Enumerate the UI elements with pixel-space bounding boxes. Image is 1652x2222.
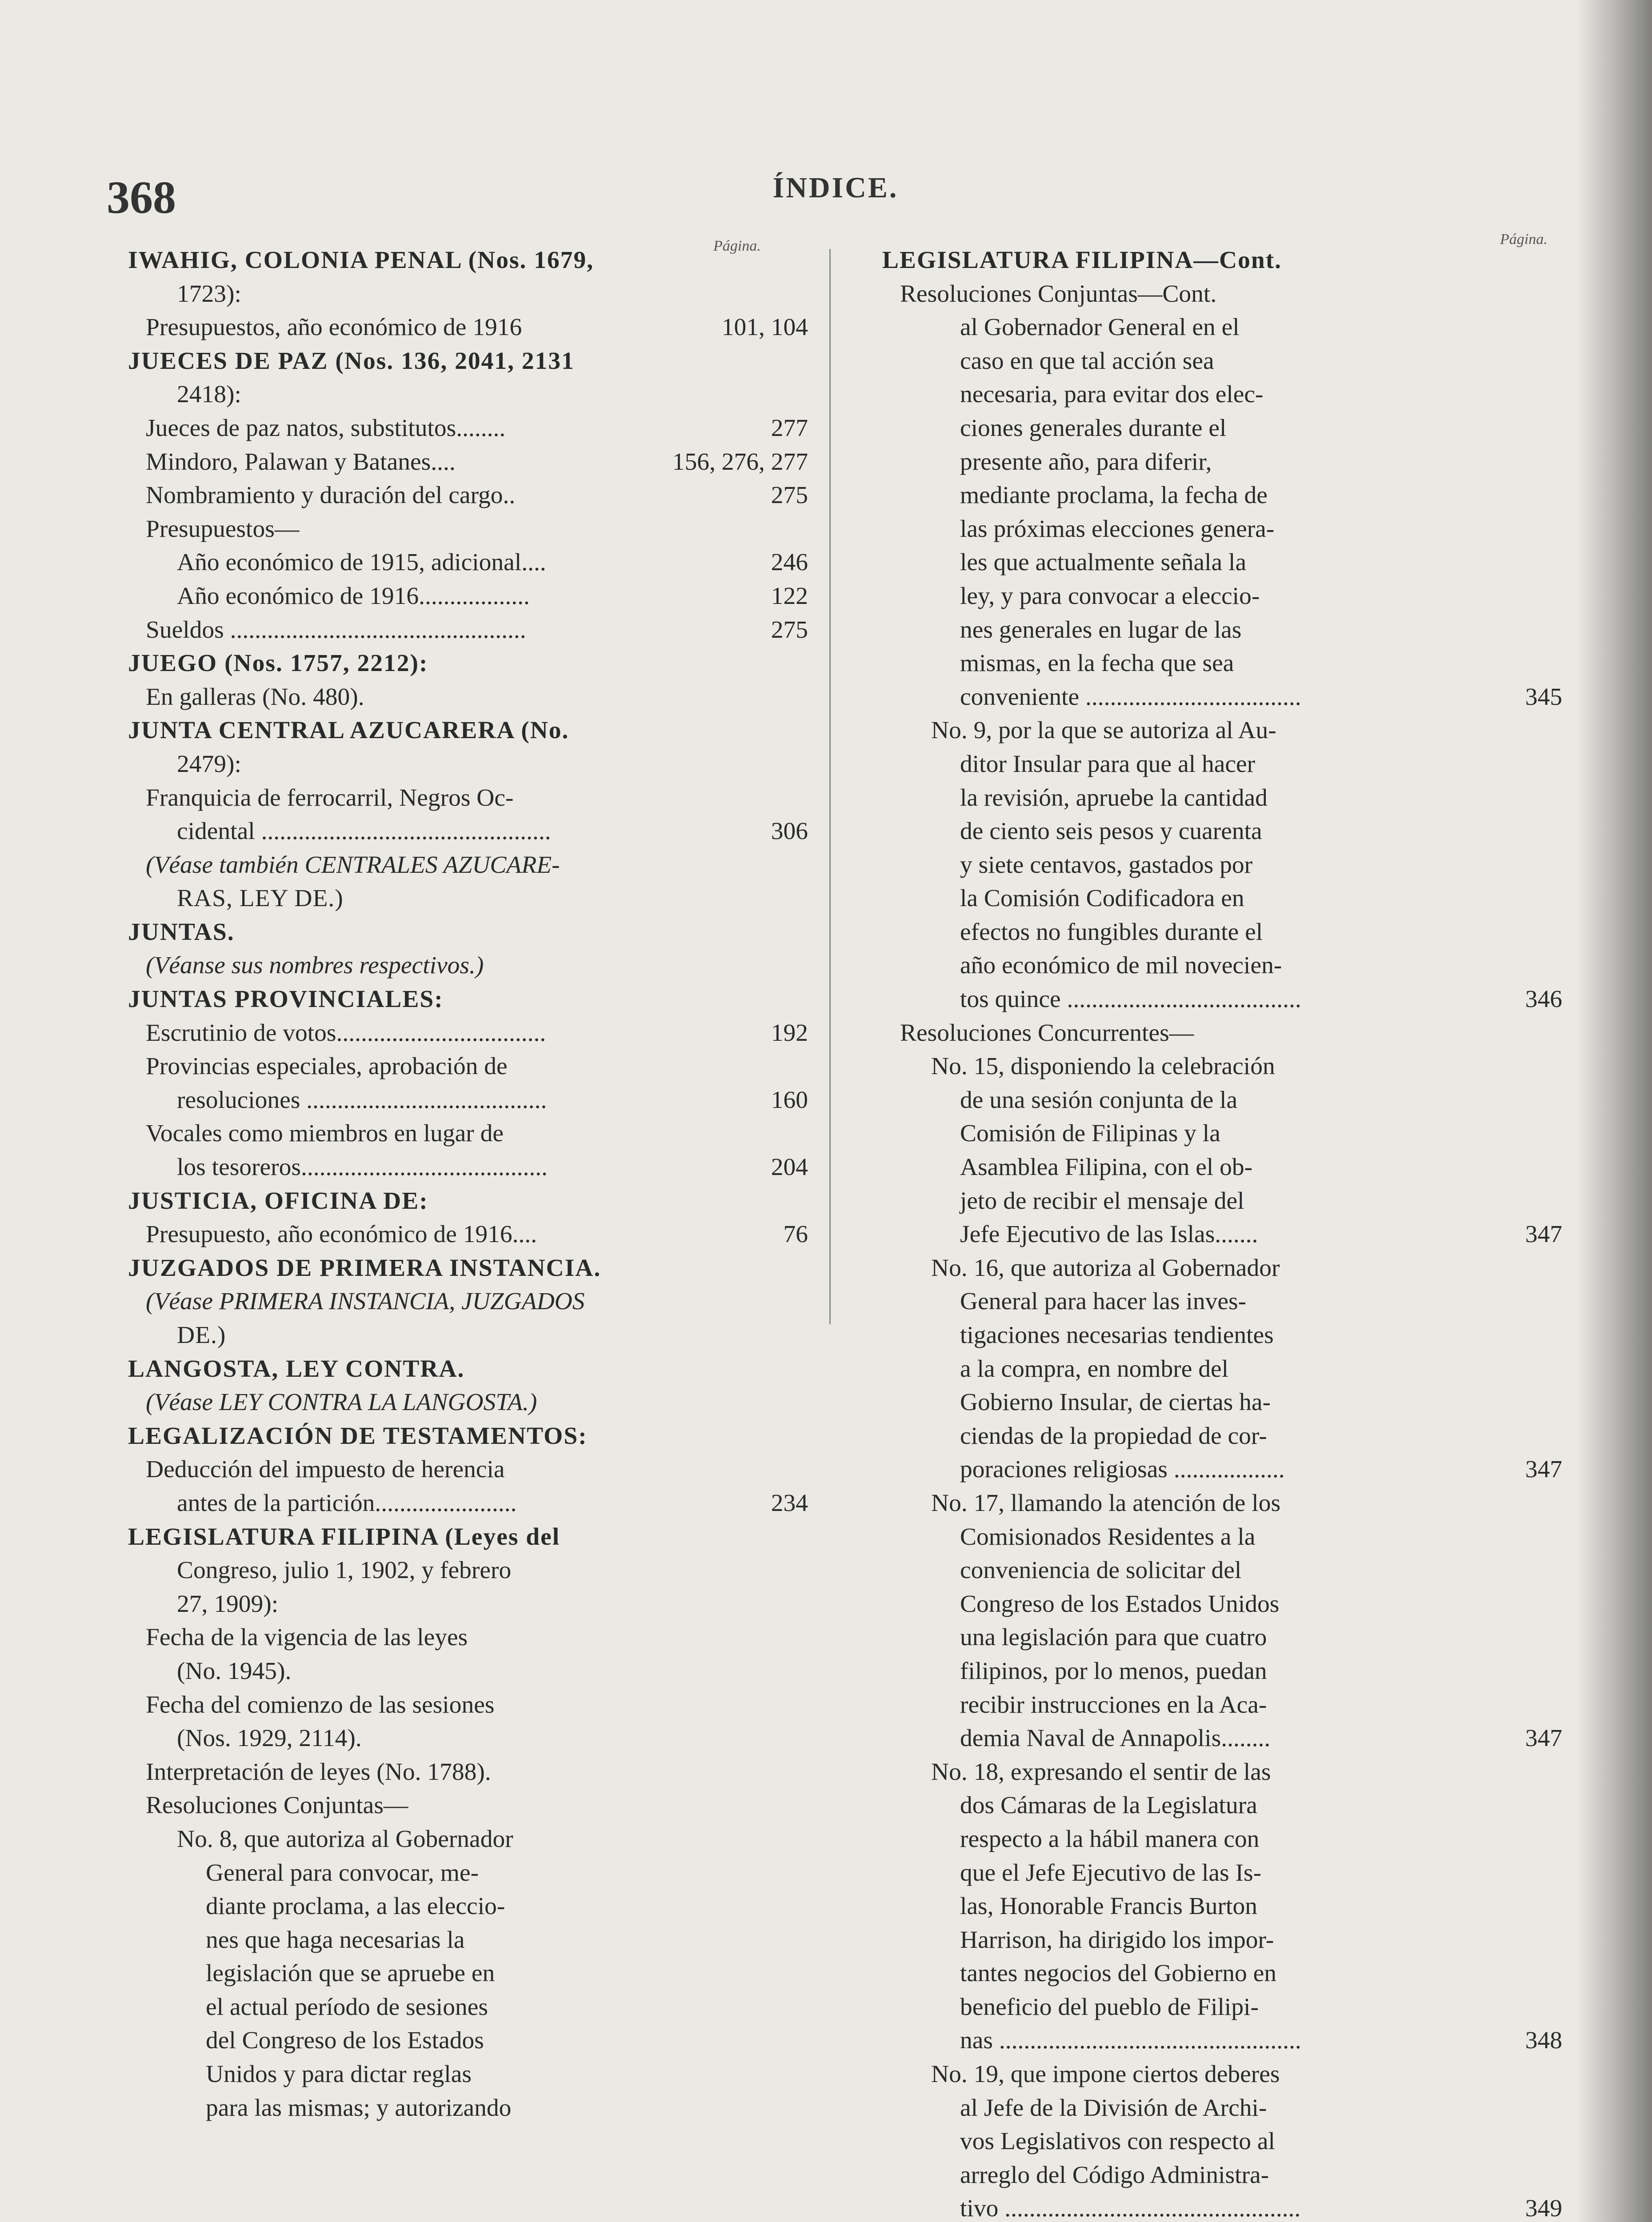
index-heading: LANGOSTA, LEY CONTRA. (128, 1355, 465, 1383)
page-reference: 347 (1525, 1725, 1562, 1752)
index-line (882, 1520, 1562, 1554)
index-text: antes de la partición....................... (177, 1489, 517, 1517)
index-text: el actual período de sesiones (206, 1993, 488, 2021)
index-text: tigaciones necesarias tendientes (960, 1322, 1274, 1349)
index-text: necesaria, para evitar dos elec- (960, 381, 1264, 408)
index-text: efectos no fungibles durante el (960, 918, 1263, 946)
index-text: caso en que tal acción sea (960, 347, 1214, 375)
index-line (882, 1083, 1562, 1117)
index-heading: JUNTAS. (128, 918, 235, 946)
index-text: (Véanse sus nombres respectivos.) (146, 952, 484, 979)
index-text: demia Naval de Annapolis........ (960, 1725, 1271, 1752)
column-divider (829, 249, 831, 1324)
index-text: 2479): (177, 750, 241, 778)
index-text: filipinos, por lo menos, puedan (960, 1657, 1267, 1685)
page-edge-shadow (1576, 0, 1652, 2222)
index-text: Jefe Ejecutivo de las Islas....... (960, 1221, 1258, 1248)
index-line (882, 479, 1562, 512)
index-line (882, 1184, 1562, 1218)
index-line (882, 546, 1562, 579)
index-text: Presupuestos— (146, 515, 300, 543)
index-text: año económico de mil novecien- (960, 952, 1282, 979)
index-text: cidental ............................................... (177, 818, 551, 845)
index-line (128, 1352, 808, 1386)
index-text: No. 17, llamando la atención de los (931, 1489, 1281, 1517)
index-line (882, 2158, 1562, 2192)
index-line (882, 2125, 1562, 2158)
index-line (128, 1990, 808, 2024)
index-line (882, 848, 1562, 882)
index-text: Sueldos ................................................ (146, 616, 526, 643)
index-text: No. 15, disponiendo la celebración (931, 1053, 1275, 1080)
index-heading: JUZGADOS DE PRIMERA INSTANCIA. (128, 1254, 601, 1282)
index-line (882, 1386, 1562, 1419)
index-heading: LEGISLATURA FILIPINA—Cont. (882, 247, 1282, 274)
index-text: de una sesión conjunta de la (960, 1086, 1238, 1114)
index-line (128, 1890, 808, 1923)
index-line (128, 1789, 808, 1822)
index-line (128, 277, 808, 311)
index-line (882, 647, 1562, 680)
index-text: que el Jefe Ejecutivo de las Is- (960, 1859, 1262, 1886)
index-line (128, 1856, 808, 1890)
index-text: (Nos. 1929, 2114). (177, 1725, 362, 1752)
index-heading: LEGISLATURA FILIPINA (Leyes del (128, 1523, 560, 1551)
index-text: les que actualmente señala la (960, 549, 1247, 576)
index-line (128, 647, 808, 680)
page-reference: 348 (1525, 2027, 1562, 2054)
index-text: mediante proclama, la fecha de (960, 482, 1268, 509)
page-reference: 160 (771, 1086, 808, 1114)
index-line (882, 2091, 1562, 2125)
page-reference: 122 (771, 582, 808, 610)
index-line (128, 1957, 808, 1990)
index-line (128, 1016, 808, 1050)
index-line (882, 1990, 1562, 2024)
index-text: No. 16, que autoriza al Gobernador (931, 1254, 1280, 1282)
index-text: No. 18, expresando el sentir de las (931, 1758, 1271, 1786)
index-line (128, 1621, 808, 1655)
index-line (128, 781, 808, 815)
index-heading: LEGALIZACIÓN DE TESTAMENTOS: (128, 1422, 588, 1450)
index-text: Presupuesto, año económico de 1916.... (146, 1221, 537, 1248)
index-line (882, 815, 1562, 848)
index-text: ditor Insular para que al hacer (960, 750, 1256, 778)
index-heading: JUSTICIA, OFICINA DE: (128, 1187, 428, 1215)
index-text: DE.) (177, 1322, 226, 1349)
page-reference: 349 (1525, 2195, 1562, 2222)
index-line (882, 747, 1562, 781)
index-text: General para convocar, me- (206, 1859, 479, 1886)
index-text: Vocales como miembros en lugar de (146, 1120, 504, 1147)
page-reference: 275 (771, 616, 808, 643)
index-column-left (128, 244, 808, 2125)
index-text: (Véase LEY CONTRA LA LANGOSTA.) (146, 1389, 537, 1416)
index-text: Deducción del impuesto de herencia (146, 1456, 505, 1483)
index-line (882, 344, 1562, 378)
index-line (882, 1487, 1562, 1520)
index-text: tivo ................................................ (960, 2195, 1301, 2222)
index-line (128, 1822, 808, 1856)
index-line (882, 244, 1562, 277)
index-line (882, 1923, 1562, 1957)
index-line (882, 1957, 1562, 1990)
index-line (882, 1822, 1562, 1856)
index-line (128, 1722, 808, 1755)
pagina-label-left: Página. (713, 238, 761, 254)
index-line (128, 949, 808, 983)
index-text: poraciones religiosas .................. (960, 1456, 1285, 1483)
index-text: ciendas de la propiedad de cor- (960, 1422, 1267, 1450)
index-line (882, 1419, 1562, 1453)
index-text: jeto de recibir el mensaje del (960, 1187, 1244, 1215)
index-text: Presupuestos, año económico de 1916 (146, 314, 522, 341)
index-text: la revisión, apruebe la cantidad (960, 784, 1268, 811)
index-line (882, 680, 1562, 714)
index-text: Gobierno Insular, de ciertas ha- (960, 1389, 1271, 1416)
page-reference: 234 (771, 1489, 808, 1517)
index-line (882, 1587, 1562, 1621)
index-text: al Gobernador General en el (960, 314, 1240, 341)
index-text: nes que haga necesarias la (206, 1926, 465, 1954)
index-line (882, 412, 1562, 445)
index-line (882, 915, 1562, 949)
index-text: ley, y para convocar a eleccio- (960, 582, 1260, 610)
index-line (882, 1621, 1562, 1655)
index-line (882, 445, 1562, 479)
index-heading: JUNTAS PROVINCIALES: (128, 986, 444, 1013)
index-text: las próximas elecciones genera- (960, 515, 1275, 543)
index-text: 2418): (177, 381, 241, 408)
index-line (882, 983, 1562, 1016)
index-text: ciones generales durante el (960, 414, 1227, 442)
index-line (128, 1520, 808, 1554)
index-line (128, 412, 808, 445)
index-text: Unidos y para dictar reglas (206, 2061, 472, 2088)
page-reference: 192 (771, 1019, 808, 1047)
index-line (882, 1755, 1562, 1789)
index-line (128, 2091, 808, 2125)
index-line (128, 479, 808, 512)
index-text: Mindoro, Palawan y Batanes.... (146, 448, 456, 476)
index-text: de ciento seis pesos y cuarenta (960, 818, 1262, 845)
index-heading: JUNTA CENTRAL AZUCARERA (No. (128, 717, 569, 744)
index-text: No. 8, que autoriza al Gobernador (177, 1825, 513, 1853)
page-reference: 156, 276, 277 (672, 448, 808, 476)
index-text: mismas, en la fecha que sea (960, 650, 1234, 677)
index-line (882, 949, 1562, 983)
index-text: No. 9, por la que se autoriza al Au- (931, 717, 1276, 744)
index-text: Harrison, ha dirigido los impor- (960, 1926, 1274, 1954)
index-line (128, 983, 808, 1016)
page-reference: 76 (783, 1221, 808, 1248)
index-text: y siete centavos, gastados por (960, 851, 1253, 879)
index-line (882, 1789, 1562, 1822)
index-text: Fecha de la vigencia de las leyes (146, 1624, 468, 1651)
index-text: a la compra, en nombre del (960, 1355, 1229, 1383)
index-text: Año económico de 1915, adicional.... (177, 549, 546, 576)
index-text: RAS, LEY DE.) (177, 885, 344, 912)
index-line (882, 2024, 1562, 2058)
page-reference: 275 (771, 482, 808, 509)
index-line (128, 1117, 808, 1151)
index-text: Interpretación de leyes (No. 1788). (146, 1758, 491, 1786)
index-line (128, 2058, 808, 2091)
index-line (882, 277, 1562, 311)
index-line (128, 1419, 808, 1453)
index-text: Resoluciones Conjuntas— (146, 1792, 408, 1819)
page-reference: 204 (771, 1154, 808, 1181)
index-text: resoluciones ....................................... (177, 1086, 547, 1114)
index-text: legislación que se apruebe en (206, 1960, 495, 1987)
index-line (128, 714, 808, 747)
pagina-label-right: Página. (1500, 231, 1548, 248)
index-line (128, 848, 808, 882)
index-text: nas ................................................. (960, 2027, 1301, 2054)
index-line (882, 2192, 1562, 2222)
index-line (128, 546, 808, 579)
index-line (882, 1251, 1562, 1285)
index-text: los tesoreros........................................ (177, 1154, 548, 1181)
page-number: 368 (107, 172, 176, 223)
page-reference: 101, 104 (721, 314, 808, 341)
index-line (882, 781, 1562, 815)
page-reference: 246 (771, 549, 808, 576)
page-reference: 347 (1525, 1221, 1562, 1248)
page-reference: 347 (1525, 1456, 1562, 1483)
index-line (128, 1923, 808, 1957)
index-line (882, 1688, 1562, 1722)
index-line (128, 915, 808, 949)
index-line (882, 1016, 1562, 1050)
index-line (128, 1487, 808, 1520)
index-text: Resoluciones Conjuntas—Cont. (900, 280, 1217, 308)
page-reference: 345 (1525, 683, 1562, 711)
index-text: Comisionados Residentes a la (960, 1523, 1256, 1551)
index-text: En galleras (No. 480). (146, 683, 364, 711)
index-line (882, 1655, 1562, 1688)
index-line (128, 1050, 808, 1083)
index-line (882, 1050, 1562, 1083)
index-line (128, 1688, 808, 1722)
index-line (128, 680, 808, 714)
index-text: Fecha del comienzo de las sesiones (146, 1691, 495, 1718)
index-text: una legislación para que cuatro (960, 1624, 1267, 1651)
index-line (882, 1722, 1562, 1755)
index-text: 27, 1909): (177, 1590, 279, 1618)
index-line (882, 1218, 1562, 1251)
index-line (128, 815, 808, 848)
index-text: del Congreso de los Estados (206, 2027, 484, 2054)
index-line (882, 1453, 1562, 1487)
index-line (128, 1386, 808, 1419)
index-line (882, 1352, 1562, 1386)
index-text: Resoluciones Concurrentes— (900, 1019, 1194, 1047)
index-line (128, 1554, 808, 1587)
index-line (128, 1285, 808, 1319)
index-text: recibir instrucciones en la Aca- (960, 1691, 1267, 1718)
index-text: Año económico de 1916.................. (177, 582, 530, 610)
index-text: nes generales en lugar de las (960, 616, 1242, 643)
index-text: Asamblea Filipina, con el ob- (960, 1154, 1253, 1181)
index-text: Congreso de los Estados Unidos (960, 1590, 1280, 1618)
page-reference: 277 (771, 414, 808, 442)
index-line (882, 613, 1562, 647)
index-text: conveniente ................................... (960, 683, 1301, 711)
index-text: dos Cámaras de la Legislatura (960, 1792, 1257, 1819)
index-text: Provincias especiales, aprobación de (146, 1053, 508, 1080)
index-line (882, 1856, 1562, 1890)
index-line (128, 747, 808, 781)
index-text: No. 19, que impone ciertos deberes (931, 2061, 1280, 2088)
index-text: (No. 1945). (177, 1657, 292, 1685)
index-line (882, 1151, 1562, 1184)
index-heading: JUECES DE PAZ (Nos. 136, 2041, 2131 (128, 347, 575, 375)
index-line (128, 1755, 808, 1789)
index-text: la Comisión Codificadora en (960, 885, 1244, 912)
index-line (128, 2024, 808, 2058)
index-text: General para hacer las inves- (960, 1288, 1247, 1315)
index-heading: JUEGO (Nos. 1757, 2212): (128, 650, 428, 677)
running-head: ÍNDICE. (772, 172, 899, 204)
index-text: Jueces de paz natos, substitutos........ (146, 414, 506, 442)
index-text: presente año, para diferir, (960, 448, 1212, 476)
index-line (128, 1655, 808, 1688)
index-line (128, 1218, 808, 1251)
index-line (128, 1319, 808, 1352)
index-text: (Véase PRIMERA INSTANCIA, JUZGADOS (146, 1288, 585, 1315)
index-line (128, 579, 808, 613)
index-line (128, 1151, 808, 1184)
index-text: las, Honorable Francis Burton (960, 1893, 1257, 1920)
index-line (882, 1285, 1562, 1319)
index-line (882, 2058, 1562, 2091)
index-text: Congreso, julio 1, 1902, y febrero (177, 1557, 512, 1584)
index-text: al Jefe de la División de Archi- (960, 2094, 1267, 2122)
index-text: beneficio del pueblo de Filipi- (960, 1993, 1259, 2021)
index-line (128, 512, 808, 546)
index-line (882, 882, 1562, 915)
index-line (128, 613, 808, 647)
page-reference: 346 (1525, 986, 1562, 1013)
index-column-right (882, 244, 1562, 2222)
index-line (882, 1890, 1562, 1923)
index-line (128, 1453, 808, 1487)
index-line (882, 1554, 1562, 1587)
index-line (882, 579, 1562, 613)
index-line (128, 1184, 808, 1218)
index-line (882, 714, 1562, 747)
index-text: respecto a la hábil manera con (960, 1825, 1260, 1853)
index-text: 1723): (177, 280, 241, 308)
index-line (882, 512, 1562, 546)
index-line (882, 378, 1562, 412)
index-text: Comisión de Filipinas y la (960, 1120, 1220, 1147)
index-line (882, 311, 1562, 344)
index-text: Nombramiento y duración del cargo.. (146, 482, 516, 509)
index-text: conveniencia de solicitar del (960, 1557, 1242, 1584)
index-line (128, 378, 808, 412)
index-text: arreglo del Código Administra- (960, 2161, 1269, 2189)
index-line (128, 882, 808, 915)
index-line (128, 311, 808, 344)
index-text: tos quince ...................................... (960, 986, 1301, 1013)
page-reference: 306 (771, 818, 808, 845)
index-line (128, 1251, 808, 1285)
index-line (128, 445, 808, 479)
index-text: Escrutinio de votos.................................. (146, 1019, 546, 1047)
index-text: Franquicia de ferrocarril, Negros Oc- (146, 784, 514, 811)
index-line (128, 344, 808, 378)
index-line (882, 1319, 1562, 1352)
index-line (128, 1083, 808, 1117)
index-line (882, 1117, 1562, 1151)
index-text: (Véase también CENTRALES AZUCARE- (146, 851, 560, 879)
index-text: tantes negocios del Gobierno en (960, 1960, 1277, 1987)
index-text: diante proclama, a las eleccio- (206, 1893, 505, 1920)
index-line (128, 244, 808, 277)
index-heading: IWAHIG, COLONIA PENAL (Nos. 1679, (128, 247, 594, 274)
index-text: vos Legislativos con respecto al (960, 2128, 1275, 2155)
index-text: para las mismas; y autorizando (206, 2094, 512, 2122)
index-line (128, 1587, 808, 1621)
